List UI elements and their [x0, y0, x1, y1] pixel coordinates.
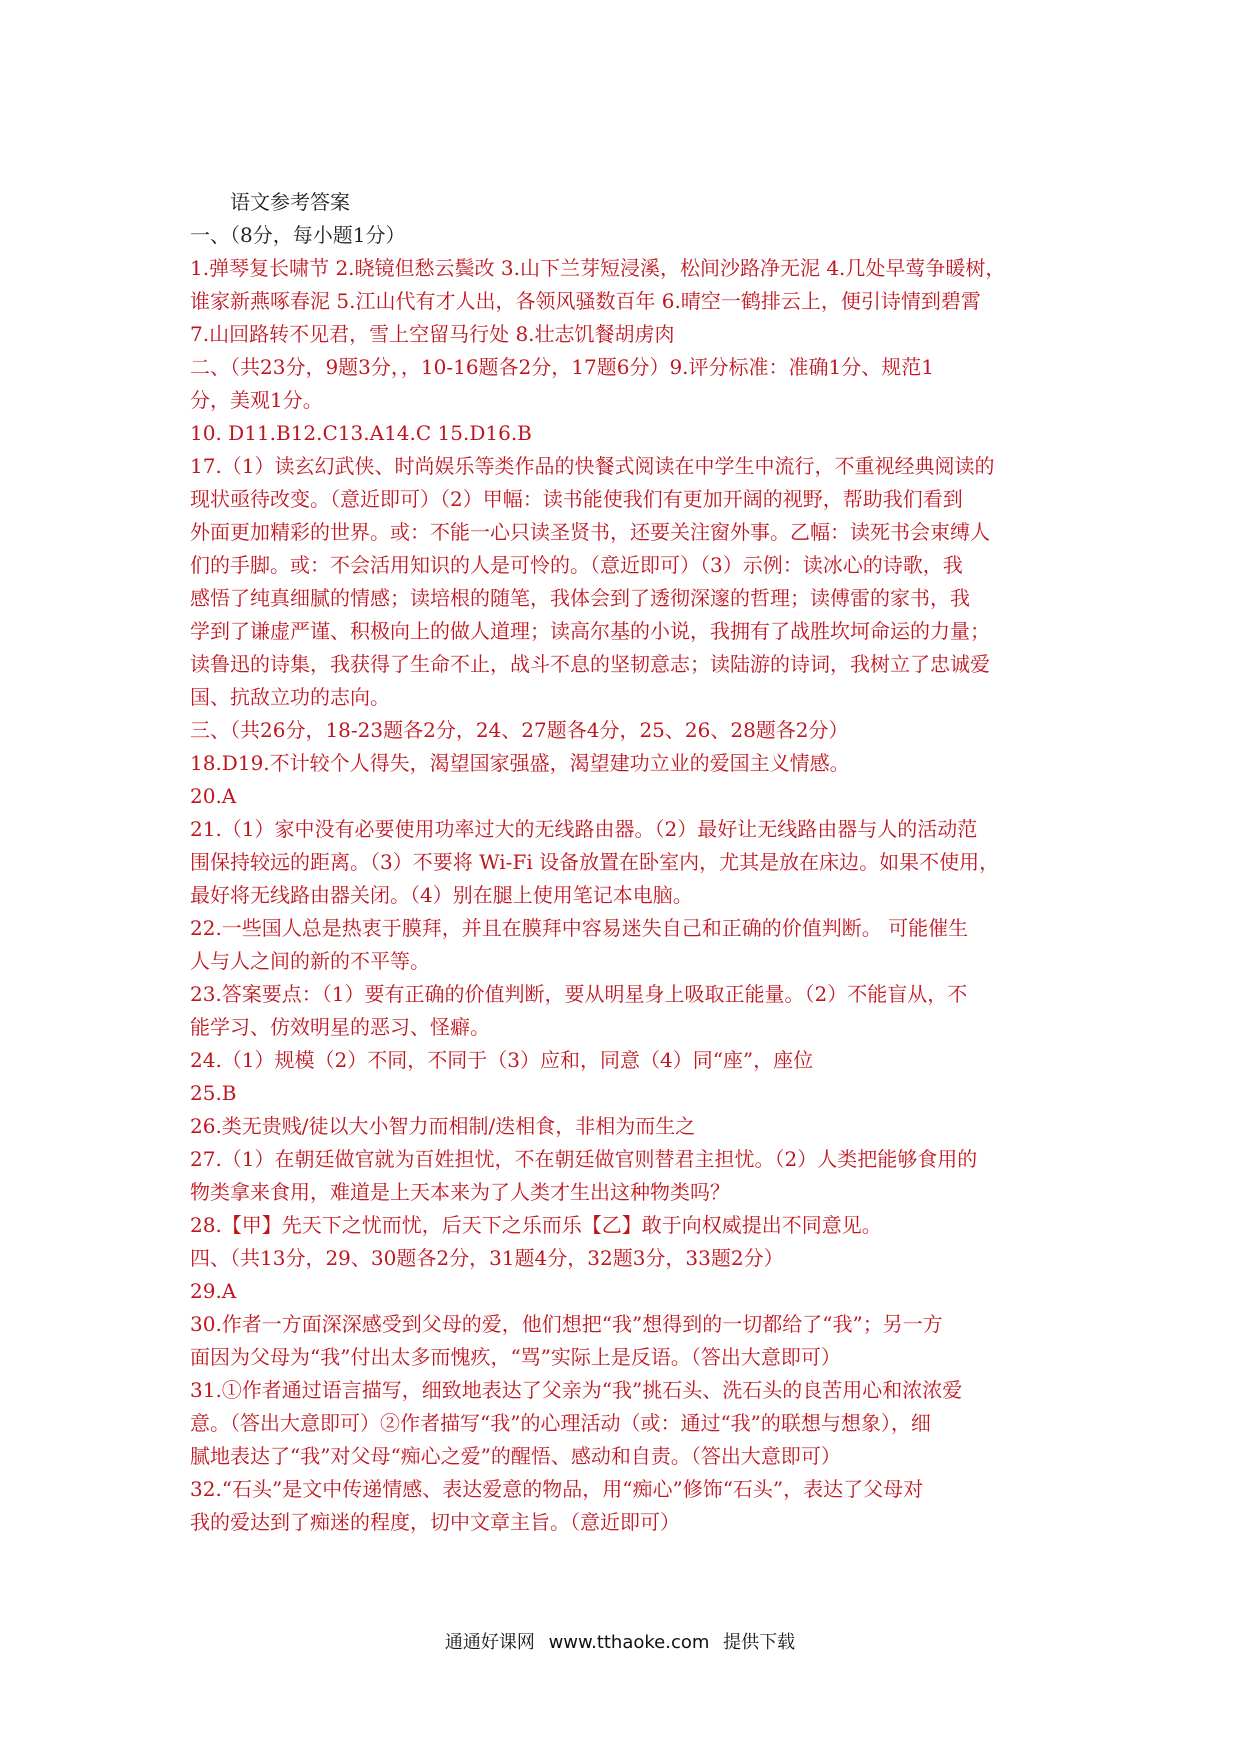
answer-line: 最好将无线路由器关闭。（4）别在腿上使用笔记本电脑。	[190, 883, 693, 907]
answer-line: 们的手脚。或：不会活用知识的人是可怜的。（意近即可）（3）示例：读冰心的诗歌，我	[190, 553, 963, 577]
answer-line: 22.一些国人总是热衷于膜拜，并且在膜拜中容易迷失自己和正确的价值判断。 可能催生	[190, 916, 969, 940]
answer-content	[190, 186, 1058, 1539]
answer-line: 25.B	[190, 1081, 237, 1105]
answer-line: 国、抗敌立功的志向。	[190, 685, 390, 709]
answer-line: 面因为父母为“我”付出太多而愧疚，“骂”实际上是反语。（答出大意即可）	[190, 1345, 841, 1369]
answer-line: 三、（共26分，18-23题各2分，24、27题各4分，25、26、28题各2分）	[190, 718, 849, 742]
answer-line: 腻地表达了“我”对父母“痴心之爱”的醒悟、感动和自责。（答出大意即可）	[190, 1444, 841, 1468]
answer-line: 一、（8分，每小题1分）	[190, 223, 406, 247]
answer-line: 外面更加精彩的世界。或：不能一心只读圣贤书，还要关注窗外事。乙幅：读死书会束缚人	[190, 520, 990, 544]
answer-line: 1.弹琴复长啸节 2.晓镜但愁云鬓改 3.山下兰芽短浸溪，松间沙路净无泥 4.几处早莺争暖树，	[190, 256, 1006, 280]
answer-line: 31.①作者通过语言描写，细致地表达了父亲为“我”挑石头、洗石头的良苦用心和浓浓爱	[190, 1378, 963, 1402]
answer-line: 23.答案要点：（1）要有正确的价值判断，要从明星身上吸取正能量。（2）不能盲从，不	[190, 982, 968, 1006]
answer-line: 20.A	[190, 784, 237, 808]
answer-line: 26.类无贵贱/徒以大小智力而相制/迭相食，非相为而生之	[190, 1114, 696, 1138]
answer-line: 能学习、仿效明星的恶习、怪癖。	[190, 1015, 490, 1039]
answer-line: 围保持较远的距离。（3）不要将 Wi-Fi 设备放置在卧室内，尤其是放在床边。如果不使用，	[190, 850, 1000, 874]
answer-line: 人与人之间的新的不平等。	[190, 949, 430, 973]
answer-line: 7.山回路转不见君，雪上空留马行处 8.壮志饥餐胡虏肉	[190, 322, 675, 346]
answer-line: 29.A	[190, 1279, 237, 1303]
answer-line: 感悟了纯真细腻的情感；读培根的随笔，我体会到了透彻深邃的哲理；读傅雷的家书，我	[190, 586, 970, 610]
answer-line: 物类拿来食用，难道是上天本来为了人类才生出这种物类吗？	[190, 1180, 730, 1204]
answer-line: 18.D19.不计较个人得失，渴望国家强盛，渴望建功立业的爱国主义情感。	[190, 751, 850, 775]
answer-line: 10. D11.B12.C13.A14.C 15.D16.B	[190, 421, 532, 445]
answer-line: 24.（1）规模（2）不同，不同于（3）应和，同意（4）同“座”，座位	[190, 1048, 814, 1072]
answer-line: 四、（共13分，29、30题各2分，31题4分，32题3分，33题2分）	[190, 1246, 784, 1270]
answer-line: 28.【甲】先天下之忧而忧，后天下之乐而乐【乙】敢于向权威提出不同意见。	[190, 1213, 882, 1237]
footer	[0, 1628, 1240, 1654]
answer-line: 读鲁迅的诗集，我获得了生命不止，战斗不息的坚韧意志；读陆游的诗词，我树立了忠诚爱	[190, 652, 990, 676]
answer-line: 学到了谦虚严谨、积极向上的做人道理；读高尔基的小说，我拥有了战胜坎坷命运的力量；	[190, 619, 990, 643]
answer-line: 现状亟待改变。（意近即可）（2）甲幅：读书能使我们有更加开阔的视野，帮助我们看到	[190, 487, 963, 511]
footer-site-name: 通通好课网	[444, 1632, 535, 1653]
answer-line: 谁家新燕啄春泥 5.江山代有才人出，各领风骚数百年 6.晴空一鹤排云上，便引诗情到碧霄	[190, 289, 981, 313]
answer-lines	[190, 219, 1058, 1539]
answer-line: 30.作者一方面深深感受到父母的爱，他们想把“我”想得到的一切都给了“我”；另一方	[190, 1312, 943, 1336]
footer-url[interactable]: www.tthaoke.com	[548, 1632, 710, 1653]
footer-note: 提供下载	[723, 1632, 796, 1653]
answer-line: 32.“石头”是文中传递情感、表达爱意的物品，用“痴心”修饰“石头”，表达了父母对	[190, 1477, 924, 1501]
page-title: 语文参考答案	[230, 190, 350, 214]
answer-line: 17.（1）读玄幻武侠、时尚娱乐等类作品的快餐式阅读在中学生中流行，不重视经典阅读的	[190, 454, 995, 478]
answer-line: 二、（共23分，9题3分，，10-16题各2分，17题6分）9.评分标准：准确1分、规范1	[190, 355, 934, 379]
answer-line: 我的爱达到了痴迷的程度，切中文章主旨。（意近即可）	[190, 1510, 680, 1534]
answer-line: 21.（1）家中没有必要使用功率过大的无线路由器。（2）最好让无线路由器与人的活动范	[190, 817, 978, 841]
answer-line: 27.（1）在朝廷做官就为百姓担忧，不在朝廷做官则替君主担忧。（2）人类把能够食用的	[190, 1147, 978, 1171]
answer-line: 分，美观1分。	[190, 388, 323, 412]
answer-line: 意。（答出大意即可）②作者描写“我”的心理活动（或：通过“我”的联想与想象），细	[190, 1411, 931, 1435]
